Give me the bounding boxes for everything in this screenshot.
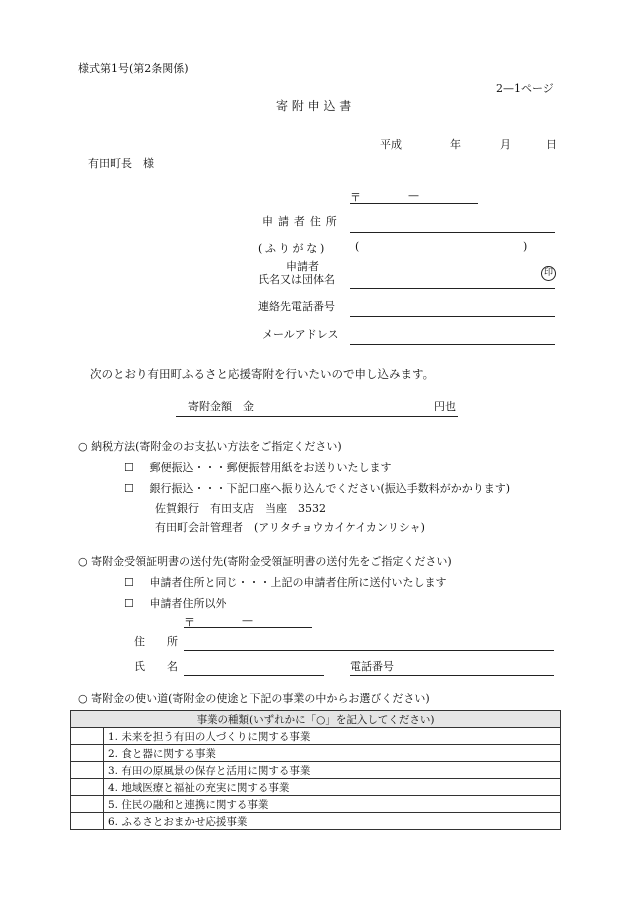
table-row	[71, 728, 561, 745]
page-number: 2—1ページ	[496, 82, 554, 95]
alt-name-field[interactable]	[184, 675, 324, 676]
seal-mark: 印	[541, 266, 556, 281]
selection-cell[interactable]	[71, 762, 104, 779]
amount-label: 寄附金額 金	[188, 400, 254, 413]
alt-phone-label: 電話番号	[350, 660, 394, 673]
name-label-applicant: 申請者	[286, 260, 319, 273]
postal-code-field[interactable]	[350, 203, 478, 204]
intro-text: 次のとおり有田町ふるさと応援寄附を行いたいので申し込みます。	[90, 367, 435, 381]
payment-option-postal-label: 郵便振込・・・郵便振替用紙をお送りいたします	[149, 461, 392, 474]
certificate-option-same[interactable]	[124, 574, 447, 590]
address-label: 申請者住所	[262, 215, 342, 228]
alt-address-field[interactable]	[184, 650, 554, 651]
address-field[interactable]	[350, 232, 555, 233]
alt-name-label: 氏 名	[134, 660, 178, 673]
date-year: 年	[450, 138, 461, 151]
selection-cell[interactable]	[71, 796, 104, 813]
furigana-paren-close: )	[523, 240, 528, 253]
date-era: 平成	[380, 138, 402, 151]
project-name: 2. 食と器に関する事業	[104, 745, 561, 762]
furigana-label: (ふりがな)	[258, 242, 328, 255]
selection-cell[interactable]	[71, 745, 104, 762]
table-row	[71, 745, 561, 762]
alt-phone-field[interactable]	[350, 675, 554, 676]
selection-cell[interactable]	[71, 813, 104, 830]
table-row	[71, 796, 561, 813]
name-field[interactable]	[350, 288, 555, 289]
name-label: 氏名又は団体名	[258, 273, 335, 286]
project-name: 5. 住民の融和と連携に関する事業	[104, 796, 561, 813]
payment-option-bank-label: 銀行振込・・・下記口座へ振り込んでください(振込手数料がかかります)	[149, 482, 511, 495]
alt-postal-mark: 〒	[184, 616, 195, 629]
certificate-heading: ○ 寄附金受領証明書の送付先(寄附金受領証明書の送付先をご指定ください)	[78, 555, 452, 568]
project-table	[70, 710, 561, 830]
table-row	[71, 813, 561, 830]
addressee: 有田町長 様	[88, 157, 154, 170]
table-row	[71, 779, 561, 796]
amount-unit: 円也	[434, 400, 456, 413]
project-name: 1. 未来を担う有田の人づくりに関する事業	[104, 728, 561, 745]
alt-postal-field[interactable]	[184, 627, 312, 628]
selection-cell[interactable]	[71, 728, 104, 745]
certificate-option-other-label: 申請者住所以外	[149, 597, 227, 610]
form-number: 様式第1号(第2条関係)	[78, 62, 189, 75]
phone-label: 連絡先電話番号	[258, 300, 335, 313]
project-table-header: 事業の種類(いずれかに「○」を記入してください)	[71, 711, 561, 728]
checkbox-icon[interactable]: ☐	[124, 461, 134, 474]
amount-field[interactable]	[176, 416, 458, 417]
project-name: 6. ふるさとおまかせ応援事業	[104, 813, 561, 830]
payment-heading: ○ 納税方法(寄附金のお支払い方法をご指定ください)	[78, 440, 342, 453]
payment-option-postal[interactable]	[124, 459, 392, 475]
checkbox-icon[interactable]: ☐	[124, 482, 134, 495]
date-day: 日	[546, 138, 557, 151]
postal-mark: 〒	[350, 191, 361, 204]
selection-cell[interactable]	[71, 779, 104, 796]
bank-account-info: 佐賀銀行 有田支店 当座 3532	[155, 502, 326, 515]
table-row	[71, 762, 561, 779]
phone-field[interactable]	[350, 316, 555, 317]
certificate-option-same-label: 申請者住所と同じ・・・上記の申請者住所に送付いたします	[149, 576, 447, 589]
usage-heading: ○ 寄附金の使い道(寄附金の使途と下記の事業の中からお選びください)	[78, 692, 430, 705]
email-field[interactable]	[350, 344, 555, 345]
checkbox-icon[interactable]: ☐	[124, 597, 134, 610]
document-title: 寄 附 申 込 書	[276, 99, 352, 113]
project-name: 3. 有田の原風景の保存と活用に関する事業	[104, 762, 561, 779]
certificate-option-other[interactable]	[124, 595, 227, 611]
account-holder-info: 有田町会計管理者 (アリタチョウカイケイカンリシャ)	[155, 521, 425, 534]
project-name: 4. 地域医療と福祉の充実に関する事業	[104, 779, 561, 796]
email-label: メールアドレス	[262, 328, 339, 341]
alt-address-label: 住 所	[134, 635, 178, 648]
alt-postal-dash: —	[242, 614, 253, 627]
payment-option-bank[interactable]	[124, 480, 510, 496]
furigana-paren-open: (	[355, 240, 360, 253]
checkbox-icon[interactable]: ☐	[124, 576, 134, 589]
postal-dash: —	[408, 189, 419, 202]
date-month: 月	[500, 138, 511, 151]
